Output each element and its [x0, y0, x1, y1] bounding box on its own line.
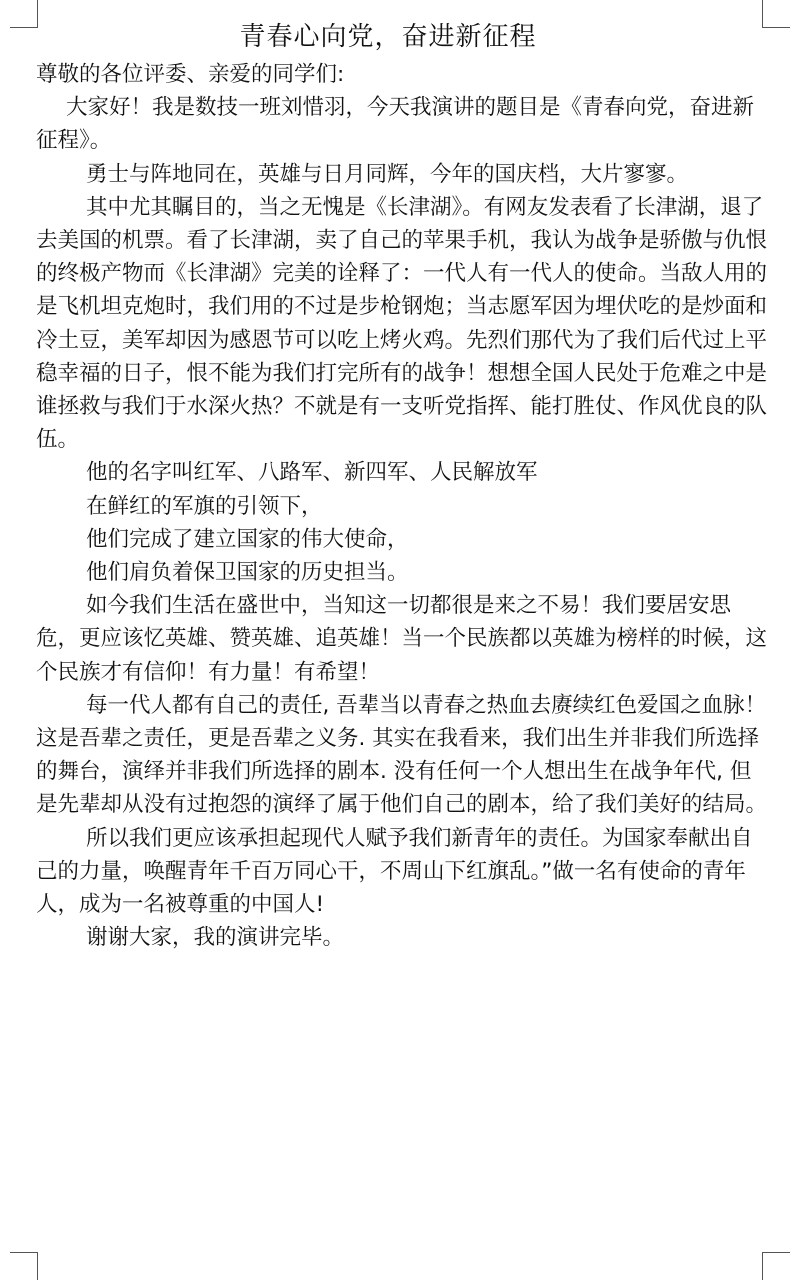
paragraph-2: 勇士与阵地同在，英雄与日月同辉，今年的国庆档，大片寥寥。 — [86, 161, 689, 187]
document-body — [36, 58, 772, 954]
paragraph-greeting: 大家好！我是数技一班刘惜羽，今天我演讲的题目是《青春向党，奋进新征程》。 — [36, 95, 755, 154]
paragraph-5: 在鲜红的军旗的引领下， — [86, 493, 323, 519]
paragraph-9: 每一代人都有自己的责任, 吾辈当以青春之热血去赓续红色爱国之血脉！这是吾辈之责任，更是吾辈之义务. 其实在我看来，我们出生并非我们所选择的舞台，演绎并非我们所选择的剧本. 没有任何一个人想出生在战争年代, 但是先辈却从没有过抱怨的演绎了属于他们自己的剧本，给了我们美好的结局。 — [36, 692, 768, 818]
crop-mark-bottom-right — [762, 1252, 790, 1280]
paragraph-3: 其中尤其瞩目的，当之无愧是《长津湖》。有网友发表看了长津湖，退了去美国的机票。看了长津湖，卖了自己的苹果手机，我认为战争是骄傲与仇恨的终极产物而《长津湖》完美的诠释了：一代人有一代人的使命。当敌人用的是飞机坦克炮时，我们用的不过是步枪钢炮；当志愿军因为埋伏吃的是炒面和冷土豆，美军却因为感恩节可以吃上烤火鸡。先烈们那代为了我们后代过上平稳幸福的日子，恨不能为我们打完所有的战争！想想全国人民处于危难之中是谁拯救与我们于水深火热？不就是有一支听党指挥、能打胜仗、作风优良的队伍。 — [36, 194, 768, 453]
paragraph-6: 他们完成了建立国家的伟大使命， — [86, 526, 409, 552]
document-title: 青春心向党，奋进新征程 — [239, 22, 537, 52]
paragraph-4: 他的名字叫红军、八路军、新四军、人民解放军 — [86, 460, 538, 486]
crop-mark-bottom-left — [10, 1252, 38, 1280]
paragraph-7: 他们肩负着保卫国家的历史担当。 — [86, 560, 409, 586]
paragraph-10: 所以我们更应该承担起现代人赋予我们新青年的责任。为国家奉献出自己的力量，唤醒青年千百万同心干，不周山下红旗乱。”做一名有使命的青年人，成为一名被尊重的中国人! — [36, 825, 753, 918]
paragraph-8: 如今我们生活在盛世中，当知这一切都很是来之不易！我们要居安思危，更应该忆英雄、赞英雄、追英雄！当一个民族都以英雄为榜样的时候，这个民族才有信仰！有力量！有希望！ — [36, 593, 768, 685]
salutation: 尊敬的各位评委、亲爱的同学们: — [36, 62, 345, 87]
paragraph-closing: 谢谢大家，我的演讲完毕。 — [86, 925, 345, 951]
